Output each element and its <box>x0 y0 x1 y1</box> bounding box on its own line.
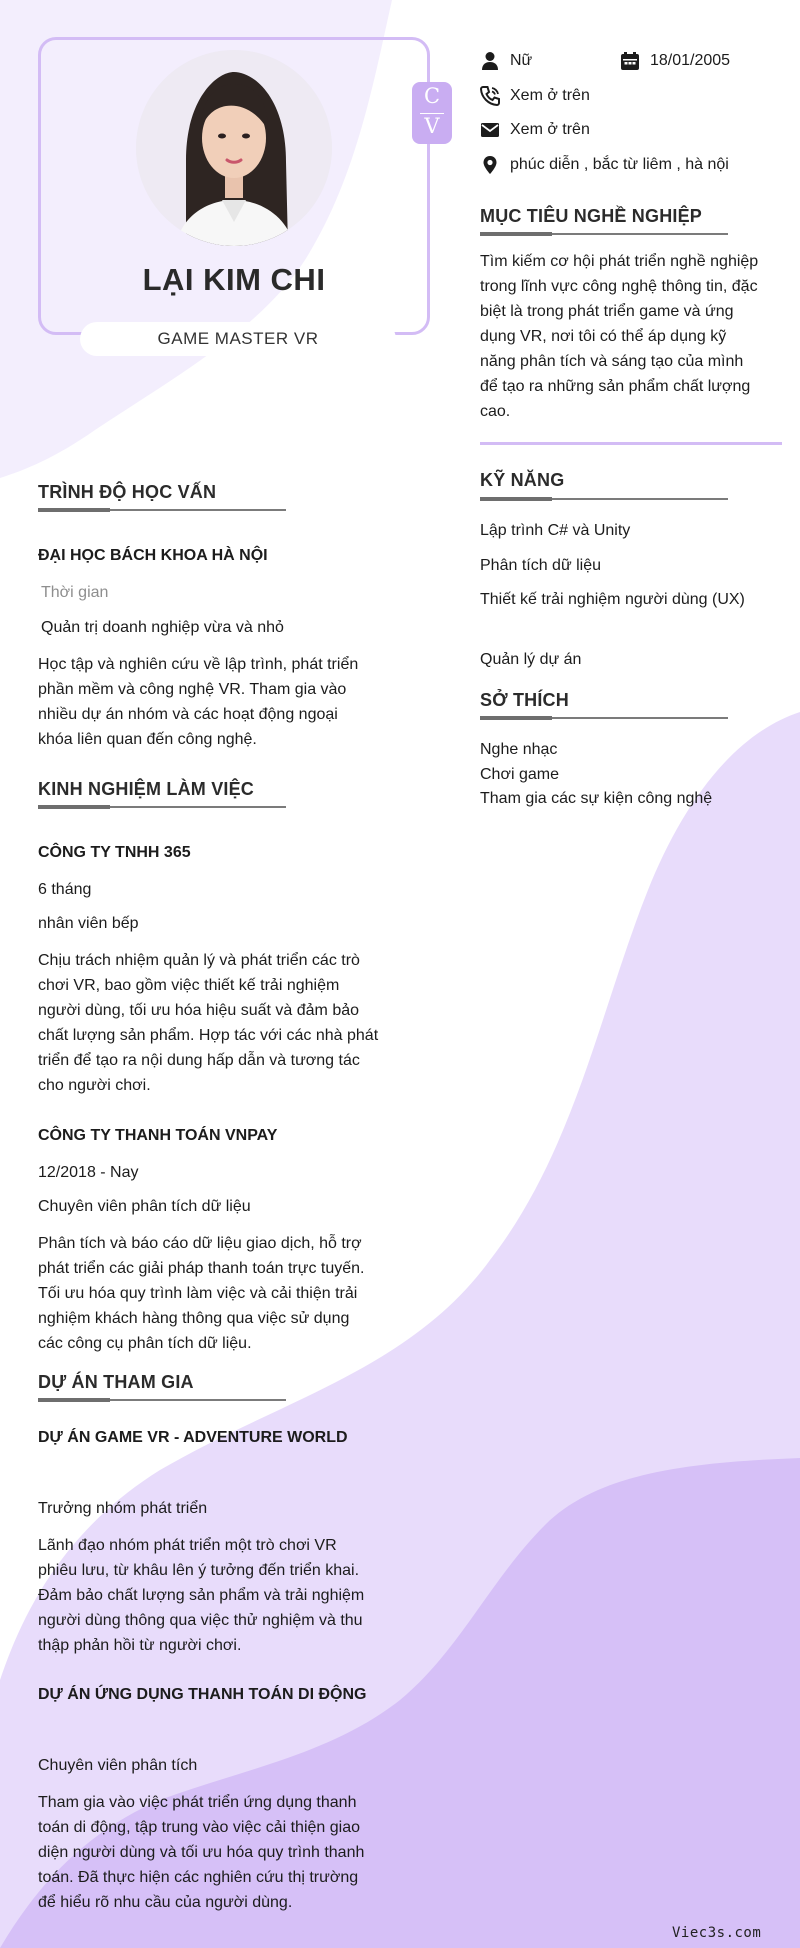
phone-value: Xem ở trên <box>510 87 590 104</box>
skill-item: Phân tích dữ liệu <box>480 557 602 574</box>
job-line: cho người chơi. <box>38 1077 151 1094</box>
job-company: CÔNG TY TNHH 365 <box>38 844 191 861</box>
contact-gender <box>480 50 610 72</box>
contact-email <box>480 119 780 141</box>
person-icon <box>480 51 500 71</box>
hobbies-heading: SỞ THÍCH <box>480 690 569 710</box>
skills-heading: KỸ NĂNG <box>480 470 565 490</box>
calendar-icon <box>620 51 640 71</box>
education-heading-rule <box>38 509 286 511</box>
job-line: nghiệm khách hàng thông qua việc sử dụng <box>38 1310 350 1327</box>
job-company: CÔNG TY THANH TOÁN VNPAY <box>38 1127 278 1144</box>
project-line: toán di động, tập trung vào việc cải thiện giao <box>38 1819 360 1836</box>
job-role: Chuyên viên phân tích dữ liệu <box>38 1198 251 1215</box>
projects-heading: DỰ ÁN THAM GIA <box>38 1372 194 1392</box>
skills-heading-rule <box>480 498 728 500</box>
divider-rule <box>480 442 782 445</box>
contact-address <box>480 154 790 176</box>
watermark-text: Viec3s.com <box>672 1925 762 1941</box>
job-period: 12/2018 - Nay <box>38 1164 139 1181</box>
address-value: phúc diễn , bắc từ liêm , hà nội <box>510 156 729 173</box>
envelope-icon <box>480 120 500 140</box>
project-line: Tham gia vào việc phát triển ứng dụng thanh <box>38 1794 357 1811</box>
objective-line: dụng VR, nơi tôi có thể áp dụng kỹ <box>480 328 727 345</box>
job-line: các công cụ phân tích dữ liệu. <box>38 1335 252 1352</box>
gender-value: Nữ <box>510 52 533 69</box>
hobbies-heading-rule <box>480 717 728 719</box>
project-line: phiêu lưu, từ khâu lên ý tưởng đến triển khai. <box>38 1562 360 1579</box>
projects-heading-rule <box>38 1399 286 1401</box>
job-role: nhân viên bếp <box>38 915 139 932</box>
skill-item: Lập trình C# và Unity <box>480 522 631 539</box>
education-line: khóa liên quan đến công nghệ. <box>38 731 257 748</box>
skill-item: Quản lý dự án <box>480 651 582 668</box>
education-time: Thời gian <box>41 584 109 601</box>
objective-text <box>480 249 790 424</box>
job-line: chơi VR, bao gồm việc thiết kế trải nghiệm <box>38 977 340 994</box>
birthdate-value: 18/01/2005 <box>650 52 731 69</box>
project-description <box>38 1533 408 1658</box>
objective-line: năng phân tích và sáng tạo của mình <box>480 353 744 370</box>
project-line: để hiểu rõ nhu cầu của người dùng. <box>38 1894 293 1911</box>
project-line: Lãnh đạo nhóm phát triển một trò chơi VR <box>38 1537 337 1554</box>
cv-badge <box>412 82 452 144</box>
experience-heading: KINH NGHIỆM LÀM VIỆC <box>38 779 255 799</box>
objective-line: Tìm kiếm cơ hội phát triển nghề nghiệp <box>480 253 759 270</box>
education-description <box>38 652 408 752</box>
hobby-item: Chơi game <box>480 766 559 783</box>
job-line: Phân tích và báo cáo dữ liệu giao dịch, hỗ trợ <box>38 1235 362 1252</box>
cv-badge-c: C <box>423 84 441 108</box>
cv-badge-v: V <box>424 114 440 138</box>
experience-heading-rule <box>38 806 286 808</box>
project-description <box>38 1790 408 1915</box>
hobby-item: Nghe nhạc <box>480 741 558 758</box>
profile-photo <box>136 50 332 246</box>
job-description <box>38 1231 408 1356</box>
project-name: DỰ ÁN ỨNG DỤNG THANH TOÁN DI ĐỘNG <box>38 1686 367 1703</box>
job-line: Chịu trách nhiệm quản lý và phát triển các trò <box>38 952 360 969</box>
project-line: diện người dùng và tối ưu hóa quy trình thanh <box>38 1844 365 1861</box>
education-line: phần mềm và công nghệ VR. Tham gia vào <box>38 681 347 698</box>
objective-line: cao. <box>480 403 511 420</box>
project-line: Đảm bảo chất lượng sản phẩm và trải nghiệm <box>38 1587 365 1604</box>
objective-line: trong lĩnh vực công nghệ thông tin, đặc <box>480 278 758 295</box>
project-line: người dùng thông qua việc thử nghiệm và thu <box>38 1612 363 1629</box>
job-line: chất lượng sản phẩm. Hợp tác với các nhà phát <box>38 1027 379 1044</box>
project-line: thập phản hồi từ người chơi. <box>38 1637 242 1654</box>
location-pin-icon <box>480 155 500 175</box>
contact-birthdate <box>620 50 780 72</box>
education-line: nhiều dự án nhóm và các hoạt động ngoại <box>38 706 338 723</box>
objective-heading-rule <box>480 233 728 235</box>
job-description <box>38 948 408 1098</box>
education-heading: TRÌNH ĐỘ HỌC VẤN <box>38 482 217 502</box>
job-title: GAME MASTER VR <box>80 322 396 356</box>
skill-item: Thiết kế trải nghiệm người dùng (UX) <box>480 591 745 608</box>
objective-line: để tạo ra những sản phẩm chất lượng <box>480 378 751 395</box>
project-line: toán. Đã thực hiện các nghiên cứu thị trường <box>38 1869 359 1886</box>
hobby-item: Tham gia các sự kiện công nghệ <box>480 790 713 807</box>
education-major: Quản trị doanh nghiệp vừa và nhỏ <box>41 619 284 636</box>
objective-heading: MỤC TIÊU NGHỀ NGHIỆP <box>480 206 703 226</box>
job-line: triển để tạo ra nội dung hấp dẫn và tương tác <box>38 1052 360 1069</box>
education-line: Học tập và nghiên cứu về lập trình, phát triển <box>38 656 359 673</box>
candidate-name: LẠI KIM CHI <box>142 262 326 297</box>
job-line: phát triển các giải pháp thanh toán trực tuyến. <box>38 1260 365 1277</box>
objective-line: biệt là trong phát triển game và ứng <box>480 303 734 320</box>
job-line: Tối ưu hóa quy trình làm việc và cải thiện trải <box>38 1285 358 1302</box>
project-name: DỰ ÁN GAME VR - ADVENTURE WORLD <box>38 1429 348 1446</box>
contact-phone <box>480 85 780 107</box>
education-school: ĐẠI HỌC BÁCH KHOA HÀ NỘI <box>38 547 268 564</box>
job-period: 6 tháng <box>38 881 92 898</box>
project-role: Chuyên viên phân tích <box>38 1757 198 1774</box>
email-value: Xem ở trên <box>510 121 590 138</box>
job-line: người dùng, tối ưu hóa hiệu suất và đảm bảo <box>38 1002 360 1019</box>
phone-icon <box>480 86 500 106</box>
project-role: Trưởng nhóm phát triển <box>38 1500 208 1517</box>
